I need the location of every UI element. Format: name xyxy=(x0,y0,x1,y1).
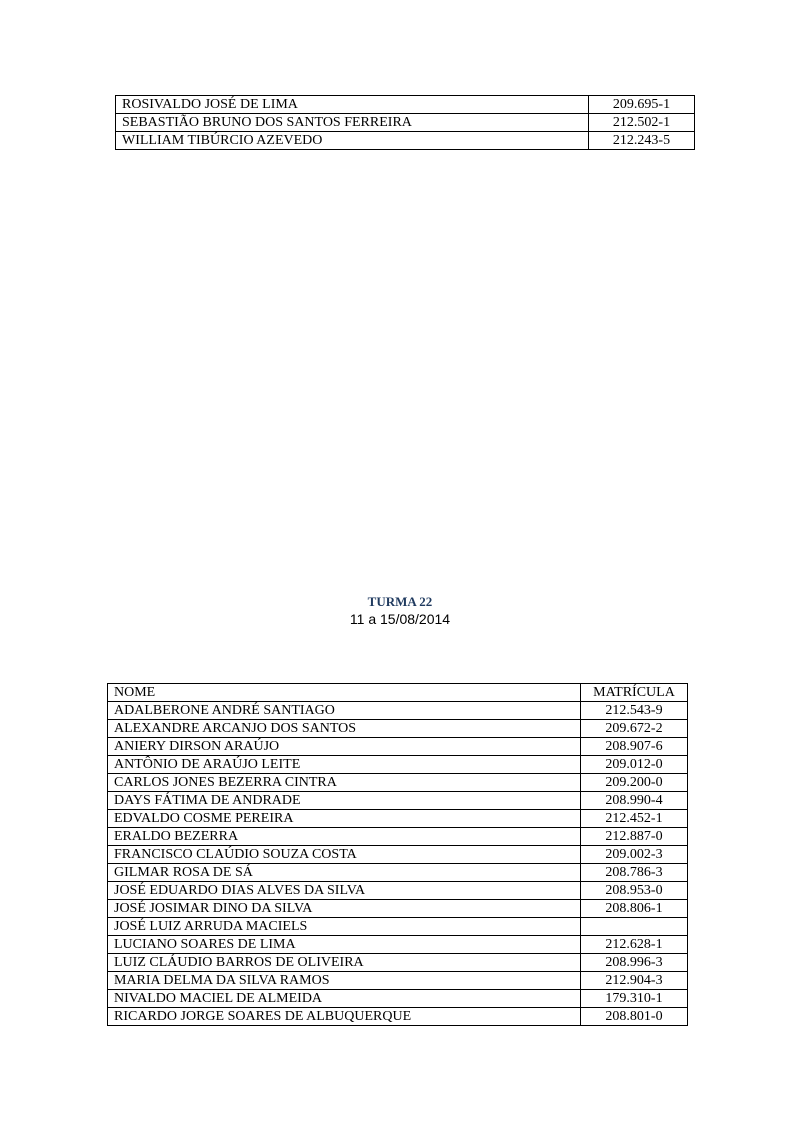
table-row xyxy=(116,132,695,150)
table-row xyxy=(108,900,688,918)
cell-matricula: 209.012-0 xyxy=(581,756,688,774)
table-row xyxy=(108,738,688,756)
cell-nome: GILMAR ROSA DE SÁ xyxy=(108,864,581,882)
cell-matricula: 208.907-6 xyxy=(581,738,688,756)
cell-matricula: 212.628-1 xyxy=(581,936,688,954)
table-row xyxy=(108,918,688,936)
cell-matricula: 179.310-1 xyxy=(581,990,688,1008)
cell-matricula: 212.904-3 xyxy=(581,972,688,990)
cell-matricula: 209.672-2 xyxy=(581,720,688,738)
section-title: TURMA 22 xyxy=(367,594,433,609)
table-row xyxy=(108,774,688,792)
top-roster-table xyxy=(115,95,695,150)
table-row xyxy=(108,864,688,882)
cell-matricula: 208.806-1 xyxy=(581,900,688,918)
cell-matricula: 208.786-3 xyxy=(581,864,688,882)
cell-nome: LUCIANO SOARES DE LIMA xyxy=(108,936,581,954)
table-row xyxy=(108,1008,688,1026)
section-dates: 11 a 15/08/2014 xyxy=(349,611,451,627)
cell-matricula xyxy=(581,918,688,936)
cell-nome: EDVALDO COSME PEREIRA xyxy=(108,810,581,828)
cell-matricula: 212.452-1 xyxy=(581,810,688,828)
table-header xyxy=(108,684,688,702)
cell-matricula: 212.502-1 xyxy=(589,114,695,132)
cell-matricula: 212.887-0 xyxy=(581,828,688,846)
cell-nome: ROSIVALDO JOSÉ DE LIMA xyxy=(116,96,589,114)
table-row xyxy=(108,756,688,774)
cell-nome: NIVALDO MACIEL DE ALMEIDA xyxy=(108,990,581,1008)
cell-nome: LUIZ CLÁUDIO BARROS DE OLIVEIRA xyxy=(108,954,581,972)
table-row xyxy=(116,96,695,114)
cell-matricula: 209.200-0 xyxy=(581,774,688,792)
cell-nome: CARLOS JONES BEZERRA CINTRA xyxy=(108,774,581,792)
table-row xyxy=(108,720,688,738)
table-row xyxy=(108,828,688,846)
table-row xyxy=(108,972,688,990)
table-row xyxy=(108,792,688,810)
table-row xyxy=(108,990,688,1008)
turma-roster-body xyxy=(108,702,688,1026)
cell-nome: ERALDO BEZERRA xyxy=(108,828,581,846)
cell-nome: ADALBERONE ANDRÉ SANTIAGO xyxy=(108,702,581,720)
top-roster-body xyxy=(116,96,695,150)
cell-matricula: 208.801-0 xyxy=(581,1008,688,1026)
cell-matricula: 209.002-3 xyxy=(581,846,688,864)
table-row xyxy=(108,846,688,864)
cell-matricula: 209.695-1 xyxy=(589,96,695,114)
table-row xyxy=(116,114,695,132)
cell-nome: JOSÉ JOSIMAR DINO DA SILVA xyxy=(108,900,581,918)
cell-matricula: 212.543-9 xyxy=(581,702,688,720)
cell-nome: ALEXANDRE ARCANJO DOS SANTOS xyxy=(108,720,581,738)
table-row xyxy=(108,882,688,900)
header-matricula: MATRÍCULA xyxy=(581,684,688,702)
cell-matricula: 212.243-5 xyxy=(589,132,695,150)
cell-nome: JOSÉ LUIZ ARRUDA MACIELS xyxy=(108,918,581,936)
cell-matricula: 208.996-3 xyxy=(581,954,688,972)
header-row xyxy=(108,684,688,702)
header-nome: NOME xyxy=(108,684,581,702)
cell-nome: DAYS FÁTIMA DE ANDRADE xyxy=(108,792,581,810)
table-row xyxy=(108,702,688,720)
cell-matricula: 208.953-0 xyxy=(581,882,688,900)
cell-nome: ANTÔNIO DE ARAÚJO LEITE xyxy=(108,756,581,774)
cell-nome: SEBASTIÃO BRUNO DOS SANTOS FERREIRA xyxy=(116,114,589,132)
table-row xyxy=(108,954,688,972)
cell-nome: JOSÉ EDUARDO DIAS ALVES DA SILVA xyxy=(108,882,581,900)
table-row xyxy=(108,810,688,828)
cell-matricula: 208.990-4 xyxy=(581,792,688,810)
cell-nome: RICARDO JORGE SOARES DE ALBUQUERQUE xyxy=(108,1008,581,1026)
cell-nome: MARIA DELMA DA SILVA RAMOS xyxy=(108,972,581,990)
table-row xyxy=(108,936,688,954)
turma-roster-table xyxy=(107,683,688,1026)
cell-nome: ANIERY DIRSON ARAÚJO xyxy=(108,738,581,756)
cell-nome: FRANCISCO CLAÚDIO SOUZA COSTA xyxy=(108,846,581,864)
cell-nome: WILLIAM TIBÚRCIO AZEVEDO xyxy=(116,132,589,150)
